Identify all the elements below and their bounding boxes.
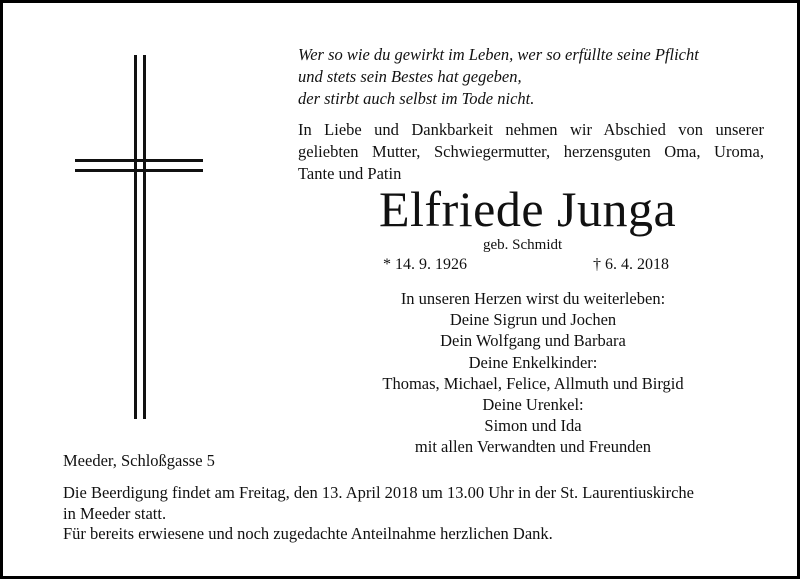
mourner-line: Dein Wolfgang und Barbara bbox=[440, 331, 626, 351]
farewell-text bbox=[298, 119, 764, 185]
deceased-name: Elfriede Junga bbox=[379, 181, 677, 237]
funeral-line: Die Beerdigung findet am Freitag, den 13. April 2018 um 13.00 Uhr in der St. Laurentiuskirche bbox=[63, 483, 694, 502]
mourner-line: In unseren Herzen wirst du weiterleben: bbox=[400, 289, 666, 308]
poem-line: der stirbt auch selbst im Tode nicht. bbox=[298, 89, 535, 108]
cross-icon bbox=[75, 55, 203, 419]
cross-horizontal-line bbox=[75, 169, 203, 172]
funeral-line: in Meeder statt. bbox=[63, 503, 167, 523]
mourner-line: Deine Urenkel: bbox=[482, 395, 584, 415]
mourner-line: Simon und Ida bbox=[484, 416, 582, 436]
mourner-line: Deine Enkelkinder: bbox=[468, 352, 598, 372]
funeral-line: Für bereits erwiesene und noch zugedachte Anteilnahme herzlichen Dank. bbox=[63, 524, 553, 543]
farewell-line: geliebten Mutter, Schwiegermutter, herzensguten Oma, Uroma, bbox=[298, 142, 764, 161]
funeral-info bbox=[63, 483, 783, 545]
mourner-line: Deine Sigrun und Jochen bbox=[449, 310, 617, 330]
birth-date: * 14. 9. 1926 bbox=[383, 256, 467, 273]
poem-line: Wer so wie du gewirkt im Leben, wer so erfüllte seine Pflicht bbox=[298, 45, 699, 64]
cross-vertical-line bbox=[134, 55, 137, 419]
mourner-line: mit allen Verwandten und Freunden bbox=[414, 437, 652, 457]
farewell-line: Tante und Patin bbox=[298, 164, 402, 183]
death-date: † 6. 4. 2018 bbox=[593, 256, 669, 273]
maiden-name: geb. Schmidt bbox=[483, 237, 563, 253]
poem-line: und stets sein Bestes hat gegeben, bbox=[298, 67, 522, 86]
farewell-line: In Liebe und Dankbarkeit nehmen wir Abschied von unserer bbox=[298, 120, 764, 139]
cross-vertical-line bbox=[143, 55, 146, 419]
mourner-line: Thomas, Michael, Felice, Allmuth und Birgid bbox=[382, 373, 684, 393]
address: Meeder, Schloßgasse 5 bbox=[63, 451, 215, 470]
memorial-poem bbox=[298, 44, 778, 110]
cross-horizontal-line bbox=[75, 159, 203, 162]
mourners-list bbox=[333, 288, 733, 458]
